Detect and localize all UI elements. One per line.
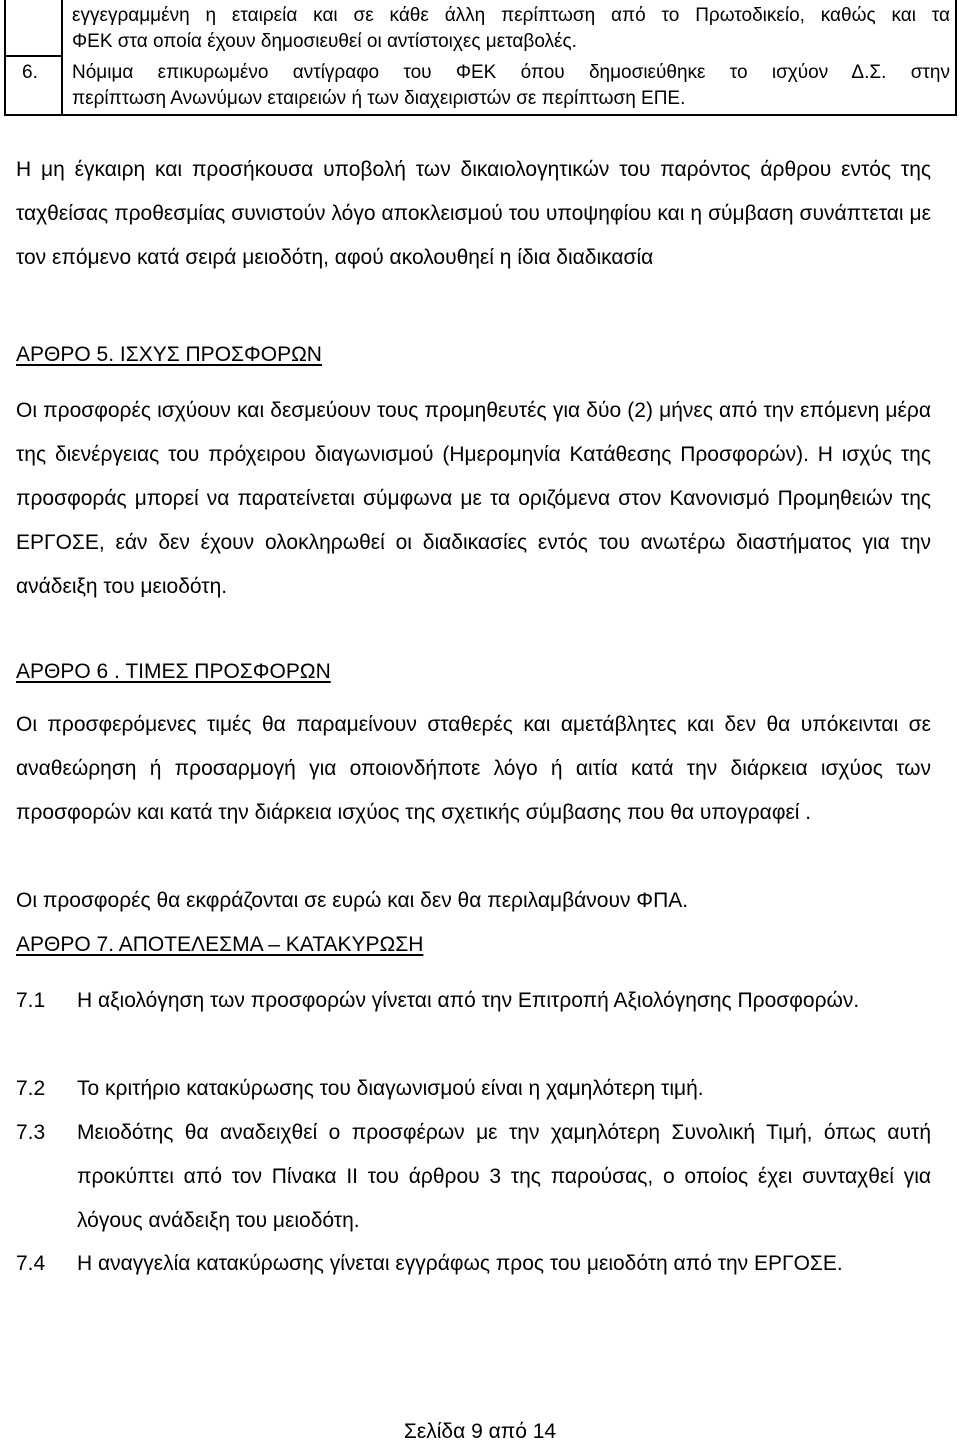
article-6-heading: ΑΡΘΡΟ 6 . ΤΙΜΕΣ ΠΡΟΣΦΟΡΩΝ <box>16 660 331 683</box>
table-column-divider <box>61 0 63 114</box>
article-6-paragraph-1: Οι προσφερόμενες τιμές θα παραμείνουν σταθερές και αμετάβλητες και δεν θα υπόκεινται σε αναθεώρηση ή προσαρμογή για οποιονδήποτε λόγο ή αιτία κατά την διάρκεια ισχύος των προσφορών και κατά την διάρκεια ισχύος της σχετικής σύμβασης που θα υπογραφεί . <box>16 713 931 824</box>
page-number-footer: Σελίδα 9 από 14 <box>403 1420 557 1443</box>
intro-paragraph: Η μη έγκαιρη και προσήκουσα υποβολή των δικαιολογητικών του παρόντος άρθρου εντός της ταχθείσας προθεσμίας συνιστούν λόγο αποκλεισμού του υποψηφίου και η σύμβαση συνάπτεται με τον επόμενο κατά σειρά μειοδότη, αφού ακολουθηεί η ίδια διαδικασία <box>16 158 931 269</box>
item-text: Η αναγγελία κατακύρωσης γίνεται εγγράφως προς του μειοδότη από την ΕΡΓΟΣΕ. <box>77 1252 843 1275</box>
table-row-2-line-1: Νόμιμα επικυρωμένο αντίγραφο του ΦΕΚ όπου δημοσιεύθηκε το ισχύον Δ.Σ. στην <box>72 62 950 83</box>
table-row-1-line-1: εγγεγραμμένη η εταιρεία και σε κάθε άλλη περίπτωση από το Πρωτοδικείο, καθώς και τα <box>72 5 950 26</box>
article-5-heading: ΑΡΘΡΟ 5. ΙΣΧΥΣ ΠΡΟΣΦΟΡΩΝ <box>16 343 322 366</box>
table-row-2-number: 6. <box>22 62 38 83</box>
item-number: 7.1 <box>16 989 46 1012</box>
table-row-2-line-2: περίπτωση Ανωνύμων εταιρειών ή των διαχειριστών σε περίπτωση ΕΠΕ. <box>72 88 686 109</box>
item-text: Το κριτήριο κατακύρωσης του διαγωνισμού είναι η χαμηλότερη τιμή. <box>77 1077 704 1100</box>
item-text: Μειοδότης θα αναδειχθεί ο προσφέρων με την χαμηλότερη Συνολική Τιμή, όπως αυτή προκύπτει από τον Πίνακα ΙΙ του άρθρου 3 της παρούσας, ο οποίος έχει συνταχθεί για λόγους ανάδειξη του μειοδότη. <box>77 1121 931 1232</box>
table-row-1-line-2: ΦΕΚ στα οποία έχουν δημοσιευθεί οι αντίστοιχες μεταβολές. <box>72 31 577 52</box>
requirements-table <box>4 0 957 116</box>
item-number: 7.4 <box>16 1252 46 1275</box>
article-5-paragraph: Οι προσφορές ισχύουν και δεσμεύουν τους προμηθευτές για δύο (2) μήνες από την επόμενη μέρα της διενέργειας του πρόχειρου διαγωνισμού (Ημερομηνία Κατάθεσης Προσφορών). Η ισχύς της προσφοράς μπορεί να παρατείνεται σύμφωνα με τα οριζόμενα στον Κανονισμό Προμηθειών της ΕΡΓΟΣΕ, εάν δεν έχουν ολοκληρωθεί οι διαδικασίες εντός του ανωτέρω διαστήματος για την ανάδειξη του μειοδότη. <box>16 399 931 598</box>
item-text: Η αξιολόγηση των προσφορών γίνεται από την Επιτροπή Αξιολόγησης Προσφορών. <box>77 989 860 1012</box>
table-row-divider <box>6 55 61 57</box>
item-number: 7.3 <box>16 1121 46 1144</box>
article-7-heading: ΑΡΘΡΟ 7. ΑΠΟΤΕΛΕΣΜΑ – ΚΑΤΑΚΥΡΩΣΗ <box>16 933 424 956</box>
article-6-paragraph-2: Οι προσφορές θα εκφράζονται σε ευρώ και δεν θα περιλαμβάνουν ΦΠΑ. <box>16 889 689 912</box>
item-number: 7.2 <box>16 1077 46 1100</box>
